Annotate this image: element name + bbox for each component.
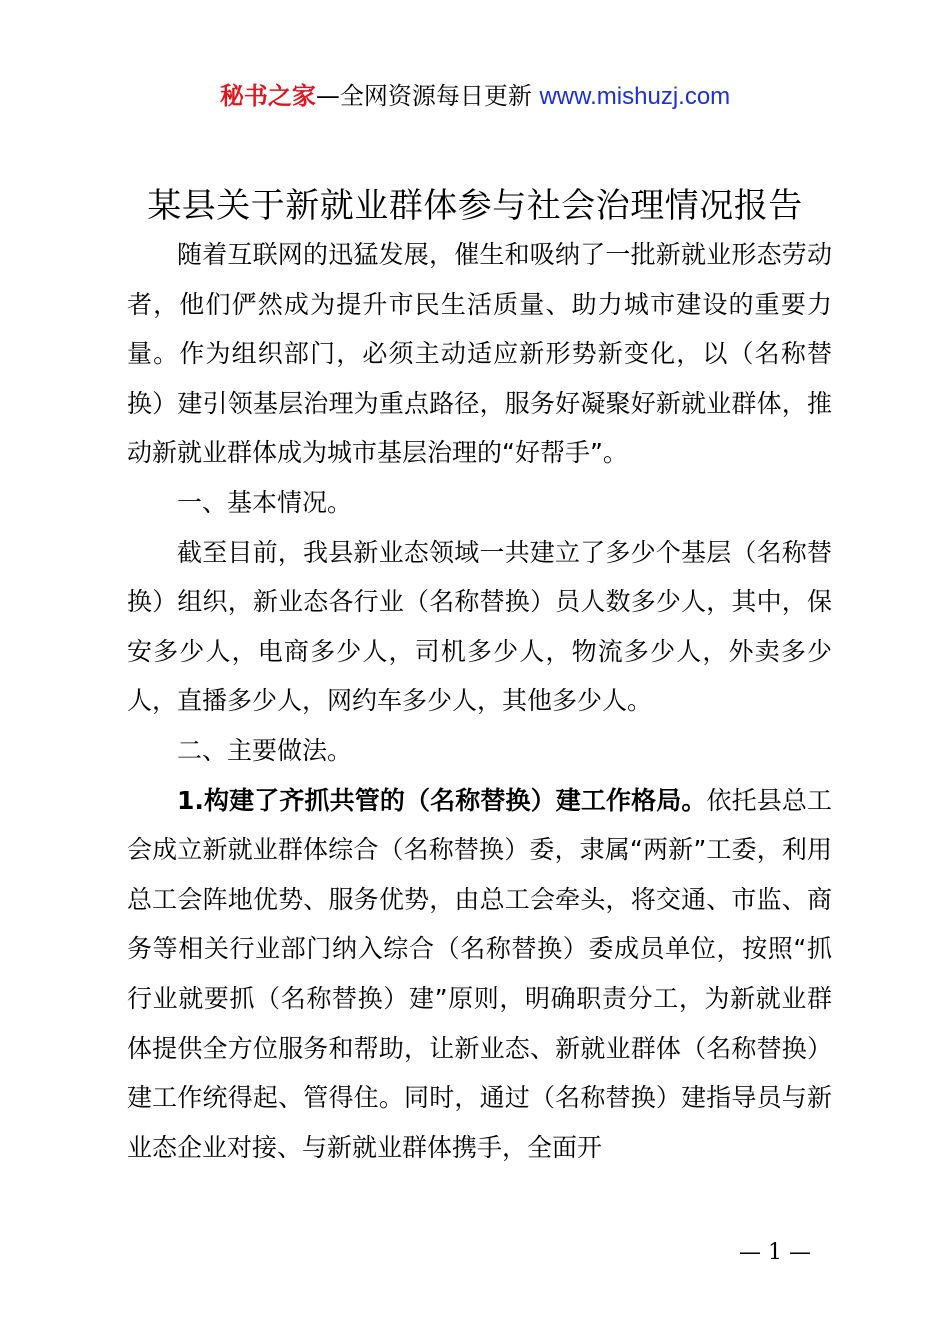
brand-name: 秘书之家 <box>219 82 316 110</box>
document-title: 某县关于新就业群体参与社会治理情况报告 <box>147 186 803 226</box>
site-header <box>0 78 950 115</box>
document-body <box>127 230 832 1172</box>
practice-body: 依托县总工会成立新就业群体综合（名称替换）委，隶属“两新”工委，利用总工会阵地优势、服务优势，由总工会牵头，将交通、市监、商务等相关行业部门纳入综合（名称替换）委成员单位，按照“抓行业就要抓（名称替换）建”原则，明确职责分工，为新就业群体提供全方位服务和帮助，让新业态、新就业群体（名称替换）建工作统得起、管得住。同时，通过（名称替换）建指导员与新业态企业对接、与新就业群体携手，全面开 <box>127 785 832 1162</box>
practice-paragraph <box>127 776 832 1173</box>
page-number: — 1 — <box>739 1240 811 1265</box>
situation-paragraph: 截至目前，我县新业态领域一共建立了多少个基层（名称替换）组织，新业态各行业（名称替换）员人数多少人，其中，保安多少人，电商多少人，司机多少人，物流多少人，外卖多少人，直播多少人，网约车多少人，其他多少人。 <box>127 537 832 716</box>
site-url[interactable]: www.mishuzj.com <box>539 83 731 110</box>
section-heading-basic: 一、基本情况。 <box>177 487 353 517</box>
header-tagline: —全网资源每日更新 <box>315 82 540 110</box>
intro-paragraph: 随着互联网的迅猛发展，催生和吸纳了一批新就业形态劳动者，他们俨然成为提升市民生活质量、助力城市建设的重要力量。作为组织部门，必须主动适应新形势新变化，以（名称替换）建引领基层治理为重点路径，服务好凝聚好新就业群体，推动新就业群体成为城市基层治理的“好帮手”。 <box>127 240 832 468</box>
practice-lead: 1.构建了齐抓共管的（名称替换）建工作格局。 <box>177 785 707 815</box>
section-heading-practices: 二、主要做法。 <box>177 735 353 765</box>
